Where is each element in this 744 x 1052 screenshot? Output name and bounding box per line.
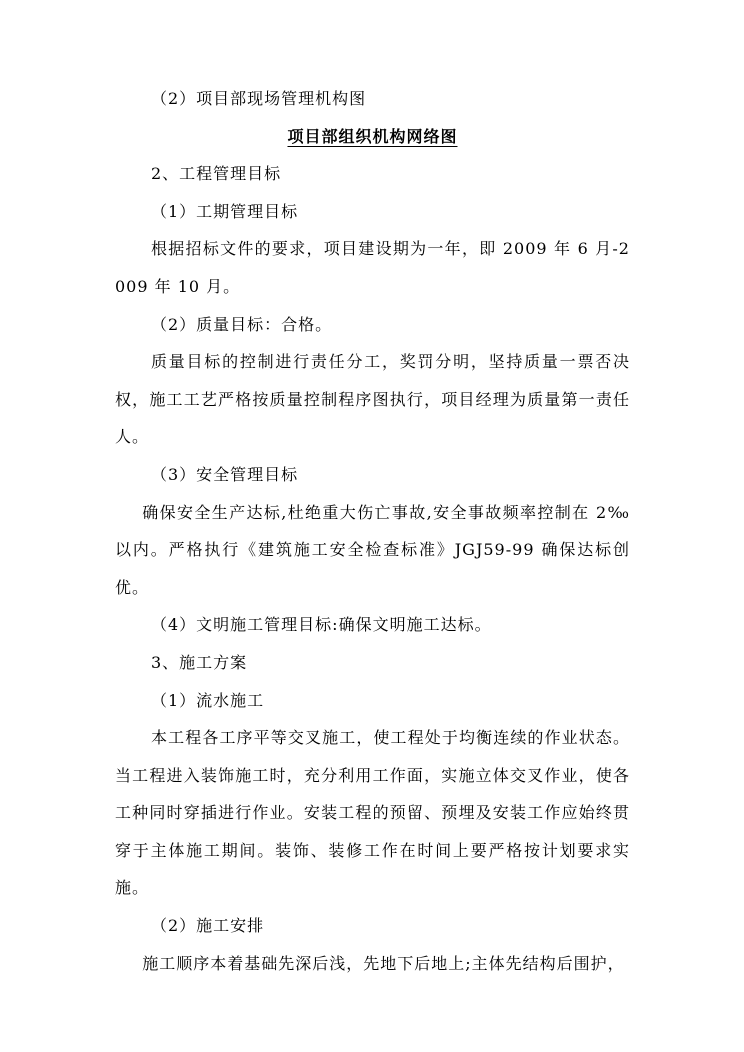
paragraph-quality-goal-title: （2）质量目标：合格。: [151, 314, 333, 334]
paragraph-safety-goal-title: （3）安全管理目标: [151, 464, 299, 484]
paragraph-flow-construction-body: 本工程各工序平等交叉施工，使工程处于均衡连续的作业状态。当工程进入装饰施工时，充分利用工作面，实施立体交叉作业，使各工种同时穿插进行作业。安装工程的预留、预埋及安装工作应始终贯穿于主体施工期间。装饰、装修工作在时间上要严格按计划要求实施。: [115, 728, 630, 898]
paragraph-schedule-goal-body: 根据招标文件的要求，项目建设期为一年，即 2009 年 6 月-2009 年 10 月。: [115, 239, 630, 296]
paragraph-construction-plan-title: 3、施工方案: [151, 652, 248, 672]
paragraph-quality-goal-body: 质量目标的控制进行责任分工，奖罚分明，坚持质量一票否决权，施工工艺严格按质量控制程序图执行，项目经理为质量第一责任人。: [115, 352, 630, 447]
paragraph-schedule-goal-title: （1）工期管理目标: [151, 201, 299, 221]
paragraph-management-goals-title: 2、工程管理目标: [151, 164, 282, 184]
paragraph-civilized-construction-goal: （4）文明施工管理目标:确保文明施工达标。: [151, 615, 492, 635]
paragraph-construction-arrangement-title: （2）施工安排: [151, 916, 265, 936]
paragraph-construction-arrangement-body: 施工顺序本着基础先深后浅，先地下后地上;主体先结构后围护，: [142, 953, 625, 973]
section-heading-network-diagram: [115, 118, 630, 156]
paragraph-org-chart-caption: （2）项目部现场管理机构图: [151, 89, 367, 108]
paragraph-flow-construction-title: （1）流水施工: [151, 690, 265, 710]
paragraph-safety-goal-body: 确保安全生产达标,杜绝重大伤亡事故,安全事故频率控制在 2‰以内。严格执行《建筑施工安全检查标准》JGJ59-99 确保达标创优。: [115, 502, 630, 597]
section-heading-text: 项目部组织机构网络图: [287, 126, 458, 146]
